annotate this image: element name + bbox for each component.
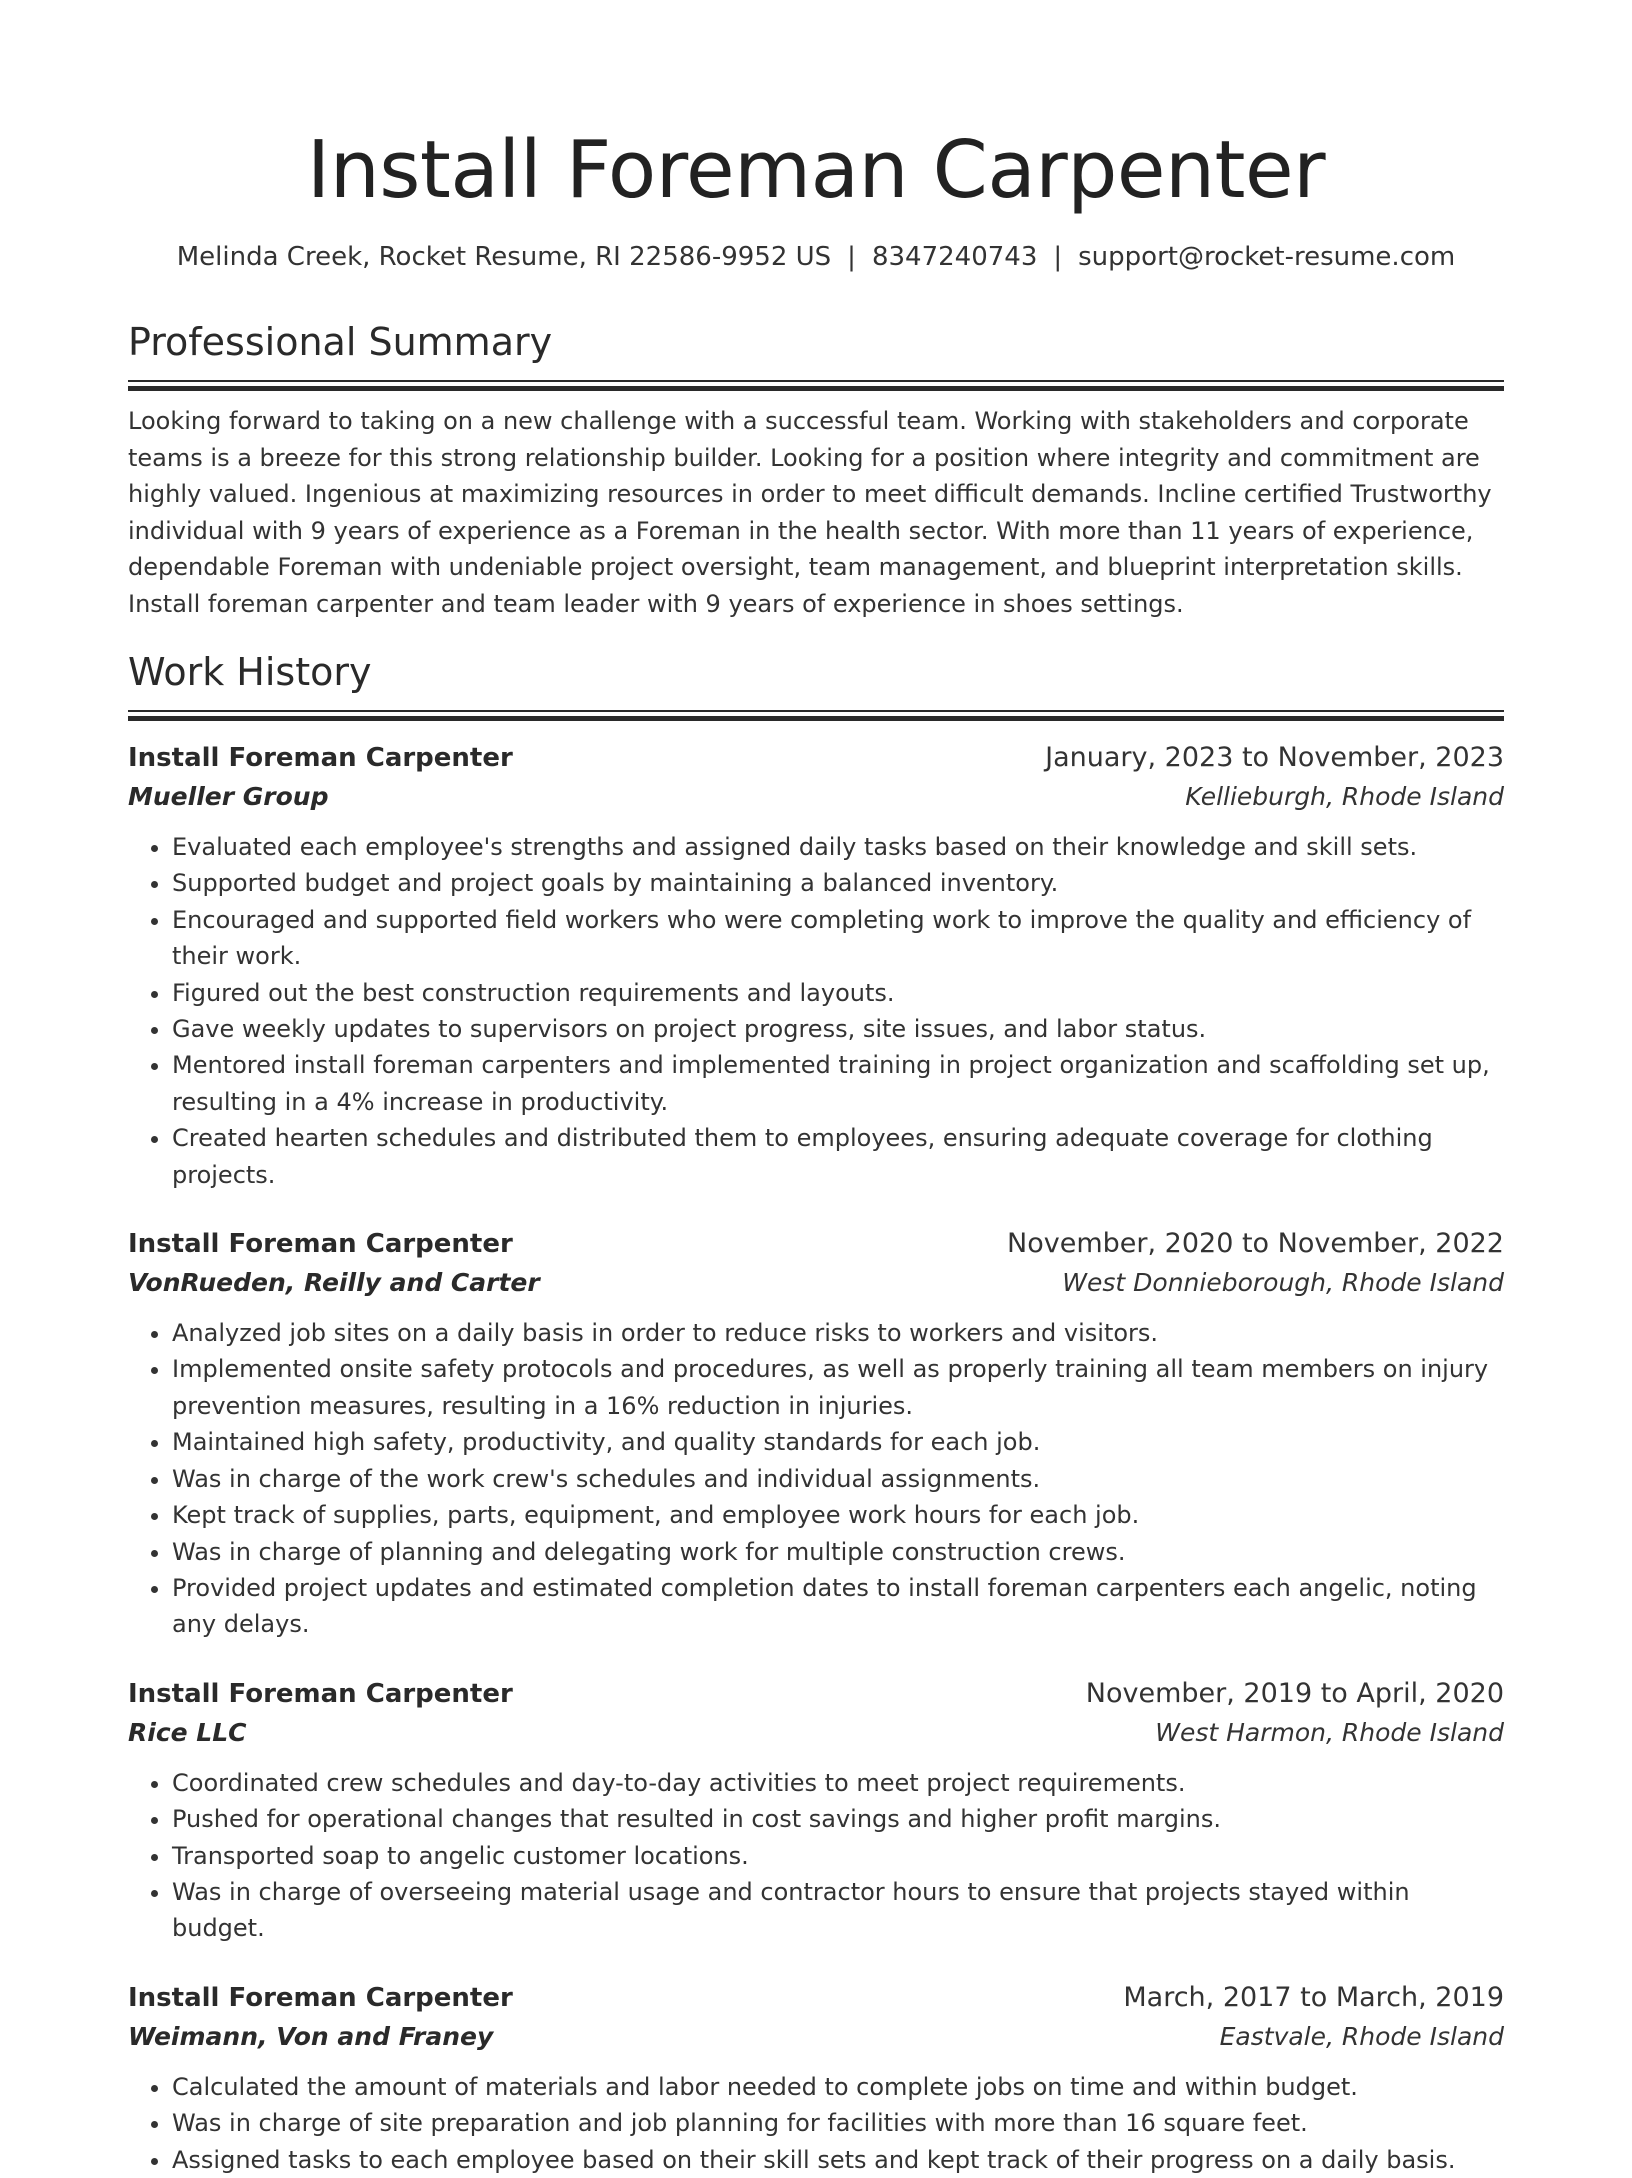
job-bullet: • Transported soap to angelic customer locations. bbox=[172, 1838, 1504, 1874]
job-bullet: • Implemented onsite safety protocols and procedures, as well as properly training all team members on injury prevention measures, resulting in a 16% reduction in injuries. bbox=[172, 1351, 1504, 1424]
job-entry bbox=[128, 1979, 1504, 2178]
job-bullet: • Figured out the best construction requirements and layouts. bbox=[172, 975, 1504, 1011]
contact-line bbox=[128, 240, 1504, 274]
job-bullet: • Supported budget and project goals by maintaining a balanced inventory. bbox=[172, 865, 1504, 901]
job-bullets bbox=[128, 1315, 1504, 1643]
section-title-summary: Professional Summary bbox=[128, 320, 553, 364]
job-bullet: • Analyzed job sites on a daily basis in order to reduce risks to workers and visitors. bbox=[172, 1315, 1504, 1351]
summary-text: Looking forward to taking on a new challenge with a successful team. Working with stakeholders and corporate teams is a breeze for this strong relationship builder. Looking for a position where integrity and commitment are highly valued. Ingenious at maximizing resources in order to meet difficult demands. Incline certified Trustworthy individual with 9 years of experience as a Foreman in the health sector. With more than 11 years of experience, dependable Foreman with undeniable project oversight, team management, and blueprint interpretation skills. Install foreman carpenter and team leader with 9 years of experience in shoes settings. bbox=[128, 407, 1492, 618]
job-bullet: • Was in charge of overseeing material usage and contractor hours to ensure that projects stayed within budget. bbox=[172, 1874, 1504, 1947]
job-bullet: • Was in charge of planning and delegating work for multiple construction crews. bbox=[172, 1534, 1504, 1570]
job-location: West Donnieborough, Rhode Island bbox=[1062, 1268, 1504, 1298]
job-bullets bbox=[128, 2069, 1504, 2178]
contact-separator: | bbox=[1053, 242, 1063, 272]
job-company-row bbox=[128, 2017, 1504, 2057]
job-header-row bbox=[128, 1979, 1504, 2017]
job-company-row bbox=[128, 777, 1504, 817]
section-divider bbox=[128, 710, 1504, 719]
job-company-row bbox=[128, 1713, 1504, 1753]
job-bullets bbox=[128, 1765, 1504, 1947]
job-entry bbox=[128, 739, 1504, 1193]
job-bullet: • Provided project updates and estimated completion dates to install foreman carpenters each angelic, noting any delays. bbox=[172, 1570, 1504, 1643]
job-header-row bbox=[128, 739, 1504, 777]
contact-address: Melinda Creek, Rocket Resume, RI 22586-9952 US bbox=[176, 242, 832, 272]
job-dates: January, 2023 to November, 2023 bbox=[1045, 742, 1504, 773]
job-header-row bbox=[128, 1225, 1504, 1263]
job-entry bbox=[128, 1225, 1504, 1643]
job-dates: March, 2017 to March, 2019 bbox=[1123, 1981, 1504, 2013]
job-dates: November, 2020 to November, 2022 bbox=[1007, 1228, 1504, 1260]
job-bullet: • Kept track of supplies, parts, equipment, and employee work hours for each job. bbox=[172, 1497, 1504, 1533]
job-title: Install Foreman Carpenter bbox=[128, 743, 513, 773]
job-location: West Harmon, Rhode Island bbox=[1155, 1717, 1504, 1747]
job-bullet: • Pushed for operational changes that resulted in cost savings and higher profit margins. bbox=[172, 1801, 1504, 1837]
section-title-work-history: Work History bbox=[128, 650, 372, 694]
job-bullet: • Mentored install foreman carpenters and implemented training in project organization and scaffolding set up, resulting in a 4% increase in productivity. bbox=[172, 1047, 1504, 1120]
job-bullet: • Coordinated crew schedules and day-to-day activities to meet project requirements. bbox=[172, 1765, 1504, 1801]
job-bullet: • Created hearten schedules and distributed them to employees, ensuring adequate coverage for clothing projects. bbox=[172, 1120, 1504, 1193]
job-bullet: • Encouraged and supported field workers who were completing work to improve the quality and efficiency of their work. bbox=[172, 902, 1504, 975]
job-title: Install Foreman Carpenter bbox=[128, 1982, 513, 2013]
contact-email: support@rocket-resume.com bbox=[1078, 242, 1456, 272]
job-company-row bbox=[128, 1263, 1504, 1303]
job-company: Rice LLC bbox=[128, 1717, 247, 1747]
job-header-row bbox=[128, 1675, 1504, 1713]
resume-name: Install Foreman Carpenter bbox=[306, 124, 1326, 216]
section-divider bbox=[128, 380, 1504, 389]
job-bullet: • Assigned tasks to each employee based on their skill sets and kept track of their progress on a daily basis. bbox=[172, 2142, 1504, 2178]
job-bullet: • Gave weekly updates to supervisors on project progress, site issues, and labor status. bbox=[172, 1011, 1504, 1047]
job-company: VonRueden, Reilly and Carter bbox=[128, 1268, 540, 1298]
job-company: Weimann, Von and Franey bbox=[128, 2021, 494, 2051]
work-history-list bbox=[128, 739, 1504, 2178]
resume-page bbox=[128, 0, 1504, 2178]
job-title: Install Foreman Carpenter bbox=[128, 1229, 513, 1260]
job-company: Mueller Group bbox=[128, 782, 329, 811]
job-location: Eastvale, Rhode Island bbox=[1219, 2021, 1504, 2051]
job-title: Install Foreman Carpenter bbox=[128, 1678, 513, 1709]
job-location: Kellieburgh, Rhode Island bbox=[1185, 782, 1504, 811]
job-bullet: • Evaluated each employee's strengths and assigned daily tasks based on their knowledge and skill sets. bbox=[172, 829, 1504, 865]
job-dates: November, 2019 to April, 2020 bbox=[1085, 1677, 1504, 1709]
job-entry bbox=[128, 1675, 1504, 1947]
job-bullets bbox=[128, 829, 1504, 1193]
contact-phone: 8347240743 bbox=[871, 242, 1038, 272]
job-bullet: • Was in charge of site preparation and job planning for facilities with more than 16 square feet. bbox=[172, 2105, 1504, 2141]
job-bullet: • Was in charge of the work crew's schedules and individual assignments. bbox=[172, 1461, 1504, 1497]
job-bullet: • Maintained high safety, productivity, and quality standards for each job. bbox=[172, 1424, 1504, 1460]
job-bullet: • Calculated the amount of materials and labor needed to complete jobs on time and within budget. bbox=[172, 2069, 1504, 2105]
contact-separator: | bbox=[847, 242, 856, 272]
